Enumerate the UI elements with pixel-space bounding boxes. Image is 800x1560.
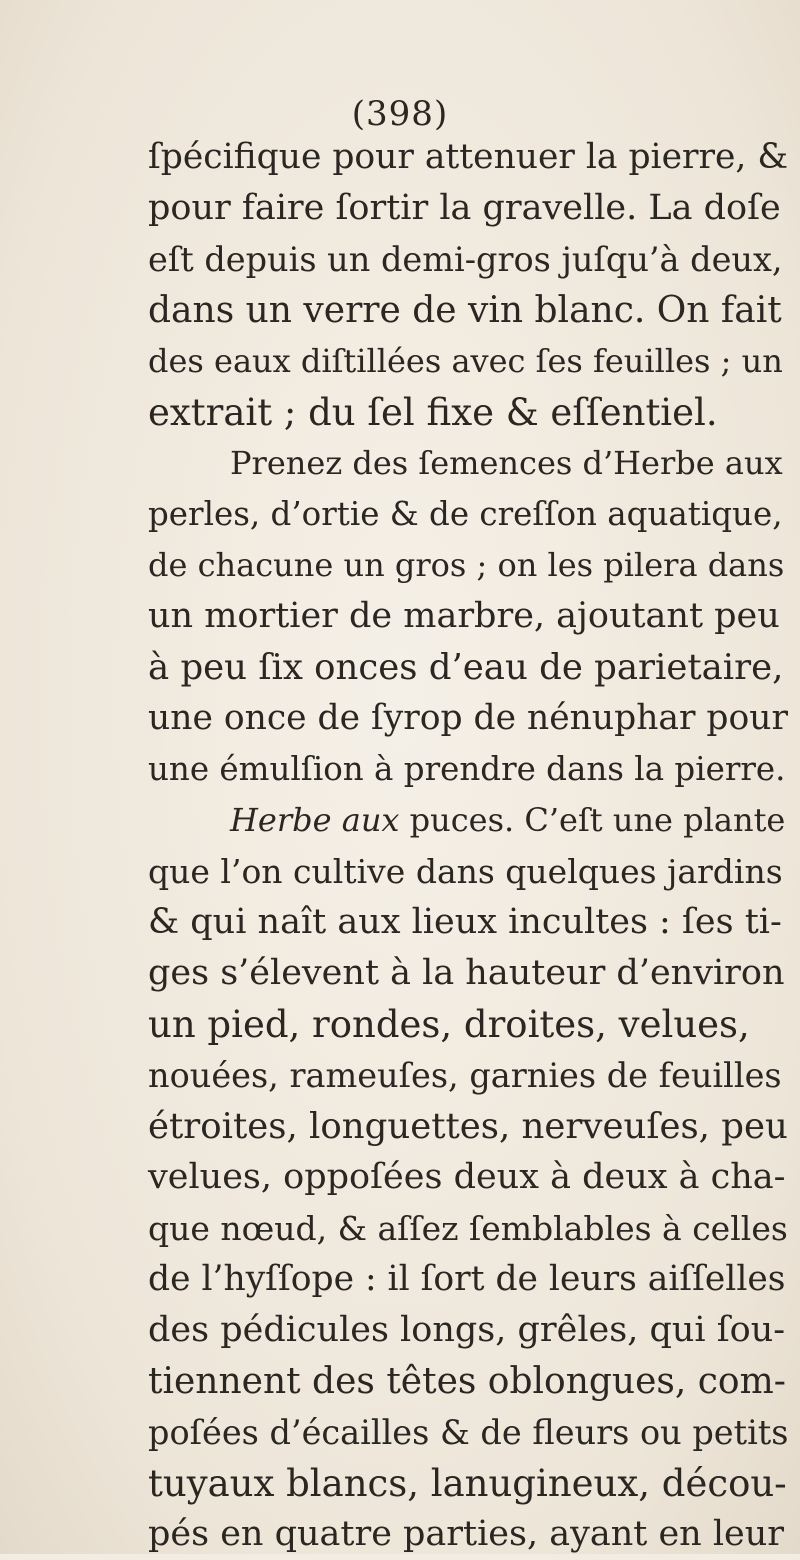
text-line: tuyaux blancs, lanugineux, décou- xyxy=(148,1462,787,1505)
text-line: dans un verre de vin blanc. On fait xyxy=(148,290,782,331)
paragraph-start-line: Prenez des ſemences d’Herbe aux xyxy=(230,444,783,482)
text-line: tiennent des têtes oblongues, com- xyxy=(148,1361,786,1402)
text-line: perles, d’ortie & de creſſon aquatique, xyxy=(148,495,783,533)
text-line: pés en quatre parties, ayant en leur xyxy=(148,1514,785,1554)
text-line: un mortier de marbre, ajoutant peu xyxy=(148,596,780,636)
text-line: de l’hyſſope : il ſort de leurs aiſſelles xyxy=(148,1259,786,1299)
text-line: ges s’élevent à la hauteur d’environ xyxy=(148,953,785,993)
text-line: que nœud, & aſſez ſemblables à celles xyxy=(148,1209,788,1248)
text-line: à peu ſix onces d’eau de parietaire, xyxy=(148,647,784,688)
page-number: (398) xyxy=(351,94,449,134)
text-line: une once de ſyrop de nénuphar pour xyxy=(148,698,789,738)
entry-heading-line xyxy=(148,795,788,846)
entry-heading: Herbe aux xyxy=(230,801,400,839)
text-line: ſpécifique pour attenuer la pierre, & xyxy=(148,137,789,177)
text-line: pour faire ſortir la gravelle. La doſe xyxy=(148,188,781,228)
text-line: des eaux diſtillées avec ſes feuilles ; un xyxy=(148,342,783,380)
entry-heading-rest: puces. C’eſt une plante xyxy=(409,801,786,839)
text-line: & qui naît aux lieux incultes : ſes ti- xyxy=(148,902,782,942)
body-text xyxy=(148,132,788,1560)
text-line: extrait ; du ſel fixe & eſſentiel. xyxy=(148,391,718,434)
text-line: velues, oppoſées deux à deux à cha- xyxy=(148,1157,786,1197)
text-line: des pédicules longs, grêles, qui ſou- xyxy=(148,1310,786,1350)
text-line: de chacune un gros ; on les pilera dans xyxy=(148,546,785,584)
text-line: une émulſion à prendre dans la pierre. xyxy=(148,750,786,788)
text-line: un pied, rondes, droites, velues, xyxy=(148,1003,750,1046)
text-line: poſées d’écailles & de fleurs ou petits xyxy=(148,1413,789,1452)
text-line: nouées, rameuſes, garnies de feuilles xyxy=(148,1056,782,1095)
text-line: que l’on cultive dans quelques jardins xyxy=(148,852,783,891)
text-line: eſt depuis un demi-gros juſqu’à deux, xyxy=(148,240,783,279)
text-line: étroites, longuettes, nerveuſes, peu xyxy=(148,1106,788,1147)
